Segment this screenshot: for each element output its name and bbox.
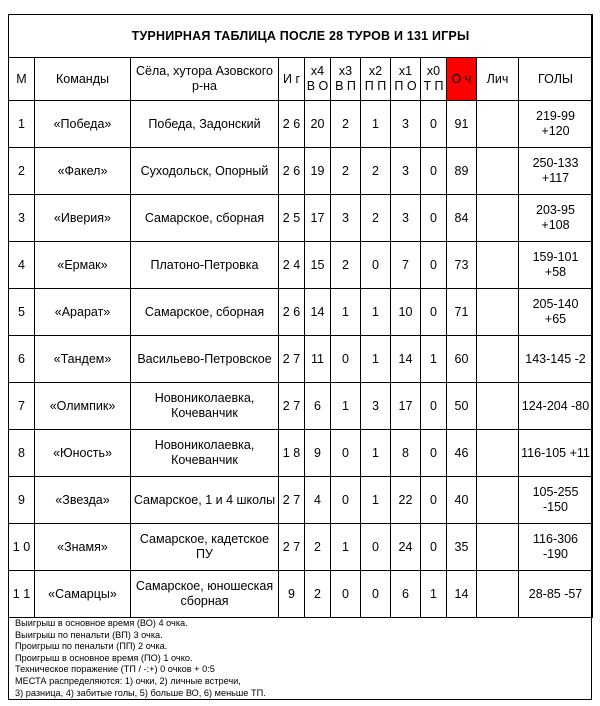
cell-vp: 2: [331, 242, 361, 289]
header-personal: Лич: [477, 58, 519, 101]
cell-games: 2 6: [279, 289, 305, 336]
cell-team: «Самарцы»: [35, 571, 131, 618]
cell-pp: 0: [361, 242, 391, 289]
cell-tp: 0: [421, 430, 447, 477]
cell-points: 40: [447, 477, 477, 524]
cell-village: Васильево-Петровское: [131, 336, 279, 383]
header-x4-sub: В О: [306, 79, 329, 93]
standings-rows: [9, 101, 593, 618]
table-row: [9, 430, 593, 477]
cell-vo: 20: [305, 101, 331, 148]
legend-note: Выигрыш в основное время (ВО) 4 очка.: [15, 618, 188, 628]
cell-place: 9: [9, 477, 35, 524]
cell-village: Самарское, сборная: [131, 195, 279, 242]
cell-points: 84: [447, 195, 477, 242]
cell-vo: 14: [305, 289, 331, 336]
legend-note: 3) разница, 4) забитые голы, 5) больше ВО, 6) меньше ТП.: [15, 687, 266, 698]
cell-place: 2: [9, 148, 35, 195]
cell-games: 9: [279, 571, 305, 618]
cell-team: «Ермак»: [35, 242, 131, 289]
cell-points: 46: [447, 430, 477, 477]
cell-games: 2 4: [279, 242, 305, 289]
cell-place: 1: [9, 101, 35, 148]
cell-pp: 1: [361, 336, 391, 383]
cell-po: 14: [391, 336, 421, 383]
legend-note: Выигрыш по пенальти (ВП) 3 очка.: [15, 629, 163, 640]
header-x1-label: х1: [398, 64, 413, 78]
cell-personal: [477, 524, 519, 571]
cell-tp: 0: [421, 195, 447, 242]
cell-tp: 0: [421, 383, 447, 430]
cell-tp: 0: [421, 242, 447, 289]
cell-games: 2 7: [279, 524, 305, 571]
cell-personal: [477, 148, 519, 195]
cell-personal: [477, 242, 519, 289]
cell-village: Новониколаевка, Кочеванчик: [131, 430, 279, 477]
cell-po: 3: [391, 101, 421, 148]
header-x3: [331, 58, 361, 101]
cell-village: Самарское, юношеская сборная: [131, 571, 279, 618]
cell-points: 60: [447, 336, 477, 383]
legend-note: Проигрыш по пенальти (ПП) 2 очка.: [15, 641, 168, 652]
header-games: И г: [279, 58, 305, 101]
header-goals: ГОЛЫ: [519, 58, 593, 101]
cell-po: 8: [391, 430, 421, 477]
cell-personal: [477, 477, 519, 524]
cell-tp: 1: [421, 571, 447, 618]
cell-games: 2 5: [279, 195, 305, 242]
cell-vp: 2: [331, 101, 361, 148]
cell-games: 2 7: [279, 383, 305, 430]
cell-village: Новониколаевка, Кочеванчик: [131, 383, 279, 430]
cell-place: 3: [9, 195, 35, 242]
cell-points: 50: [447, 383, 477, 430]
cell-points: 14: [447, 571, 477, 618]
cell-personal: [477, 430, 519, 477]
cell-po: 17: [391, 383, 421, 430]
cell-place: 8: [9, 430, 35, 477]
table-row: [9, 524, 593, 571]
cell-tp: 0: [421, 477, 447, 524]
cell-points: 73: [447, 242, 477, 289]
cell-goals: 28-85 -57: [519, 571, 593, 618]
legend-note: МЕСТА распределяются: 1) очки, 2) личные встречи,: [15, 675, 241, 686]
cell-vp: 0: [331, 477, 361, 524]
cell-vp: 2: [331, 148, 361, 195]
header-village: Сёла, хутора Азовского р-на: [131, 58, 279, 101]
header-x2: [361, 58, 391, 101]
cell-po: 22: [391, 477, 421, 524]
cell-goals: 250-133 +117: [519, 148, 593, 195]
cell-vo: 6: [305, 383, 331, 430]
cell-team: «Победа»: [35, 101, 131, 148]
header-x1-sub: П О: [394, 79, 417, 93]
cell-team: «Знамя»: [35, 524, 131, 571]
cell-place: 7: [9, 383, 35, 430]
cell-points: 91: [447, 101, 477, 148]
cell-place: 6: [9, 336, 35, 383]
cell-po: 6: [391, 571, 421, 618]
cell-pp: 0: [361, 571, 391, 618]
cell-team: «Факел»: [35, 148, 131, 195]
cell-personal: [477, 571, 519, 618]
cell-vp: 3: [331, 195, 361, 242]
cell-games: 2 7: [279, 477, 305, 524]
cell-po: 3: [391, 148, 421, 195]
cell-goals: 203-95 +108: [519, 195, 593, 242]
header-x1: [391, 58, 421, 101]
header-x3-sub: В П: [335, 79, 356, 93]
cell-pp: 1: [361, 289, 391, 336]
cell-vp: 1: [331, 289, 361, 336]
header-x2-sub: П П: [364, 79, 387, 93]
cell-po: 10: [391, 289, 421, 336]
cell-village: Победа, Задонский: [131, 101, 279, 148]
cell-team: «Арарат»: [35, 289, 131, 336]
cell-vp: 0: [331, 336, 361, 383]
cell-po: 3: [391, 195, 421, 242]
cell-po: 7: [391, 242, 421, 289]
table-row: [9, 336, 593, 383]
cell-goals: 105-255 -150: [519, 477, 593, 524]
cell-pp: 0: [361, 524, 391, 571]
header-x3-label: х3: [338, 64, 353, 78]
cell-team: «Иверия»: [35, 195, 131, 242]
header-x0: [421, 58, 447, 101]
cell-personal: [477, 289, 519, 336]
cell-tp: 0: [421, 101, 447, 148]
cell-vo: 11: [305, 336, 331, 383]
cell-team: «Юность»: [35, 430, 131, 477]
cell-goals: 116-306 -190: [519, 524, 593, 571]
header-place: М: [9, 58, 35, 101]
cell-place: 4: [9, 242, 35, 289]
header-team: Команды: [35, 58, 131, 101]
legend-note: Проигрыш в основное время (ПО) 1 очко.: [15, 652, 193, 663]
cell-vp: 1: [331, 383, 361, 430]
cell-pp: 1: [361, 430, 391, 477]
header-x0-sub: Т П: [423, 79, 444, 93]
cell-goals: 219-99 +120: [519, 101, 593, 148]
cell-personal: [477, 383, 519, 430]
header-x4-label: х4: [310, 64, 325, 78]
standings-document: [8, 14, 592, 700]
cell-vp: 0: [331, 571, 361, 618]
cell-village: Самарское, кадетское ПУ: [131, 524, 279, 571]
cell-personal: [477, 195, 519, 242]
header-points: О ч: [447, 58, 477, 101]
table-row: [9, 383, 593, 430]
cell-personal: [477, 336, 519, 383]
cell-village: Самарское, 1 и 4 школы: [131, 477, 279, 524]
cell-pp: 2: [361, 195, 391, 242]
cell-vo: 2: [305, 524, 331, 571]
legend-note: Техническое поражение (ТП / -:+) 0 очков + 0:5: [15, 664, 215, 675]
cell-team: «Тандем»: [35, 336, 131, 383]
cell-vo: 19: [305, 148, 331, 195]
cell-tp: 1: [421, 336, 447, 383]
cell-pp: 2: [361, 148, 391, 195]
table-row: [9, 289, 593, 336]
cell-games: 2 6: [279, 101, 305, 148]
cell-pp: 3: [361, 383, 391, 430]
cell-games: 2 6: [279, 148, 305, 195]
header-x0-label: х0: [426, 64, 441, 78]
table-title: ТУРНИРНАЯ ТАБЛИЦА ПОСЛЕ 28 ТУРОВ И 131 ИГРЫ: [9, 15, 593, 58]
table-row: [9, 101, 593, 148]
cell-goals: 159-101 +58: [519, 242, 593, 289]
cell-goals: 205-140 +65: [519, 289, 593, 336]
table-row: [9, 148, 593, 195]
cell-goals: 116-105 +11: [519, 430, 593, 477]
cell-personal: [477, 101, 519, 148]
cell-pp: 1: [361, 101, 391, 148]
cell-vo: 4: [305, 477, 331, 524]
table-row: [9, 242, 593, 289]
cell-points: 71: [447, 289, 477, 336]
cell-vo: 2: [305, 571, 331, 618]
header-row: [9, 58, 593, 101]
cell-po: 24: [391, 524, 421, 571]
cell-vp: 0: [331, 430, 361, 477]
table-row: [9, 571, 593, 618]
legend-notes: [15, 618, 585, 699]
cell-games: 1 8: [279, 430, 305, 477]
cell-goals: 143-145 -2: [519, 336, 593, 383]
header-x2-label: х2: [368, 64, 383, 78]
cell-village: Самарское, сборная: [131, 289, 279, 336]
cell-pp: 1: [361, 477, 391, 524]
table-row: [9, 195, 593, 242]
cell-points: 89: [447, 148, 477, 195]
cell-place: 5: [9, 289, 35, 336]
cell-games: 2 7: [279, 336, 305, 383]
header-x4: [305, 58, 331, 101]
cell-tp: 0: [421, 289, 447, 336]
cell-vo: 9: [305, 430, 331, 477]
cell-goals: 124-204 -80: [519, 383, 593, 430]
cell-place: 1 0: [9, 524, 35, 571]
cell-vp: 1: [331, 524, 361, 571]
cell-tp: 0: [421, 148, 447, 195]
cell-points: 35: [447, 524, 477, 571]
cell-vo: 17: [305, 195, 331, 242]
standings-table: [8, 14, 593, 618]
cell-village: Платоно-Петровка: [131, 242, 279, 289]
table-row: [9, 477, 593, 524]
cell-tp: 0: [421, 524, 447, 571]
cell-team: «Олимпик»: [35, 383, 131, 430]
cell-village: Суходольск, Опорный: [131, 148, 279, 195]
cell-vo: 15: [305, 242, 331, 289]
cell-team: «Звезда»: [35, 477, 131, 524]
cell-place: 1 1: [9, 571, 35, 618]
